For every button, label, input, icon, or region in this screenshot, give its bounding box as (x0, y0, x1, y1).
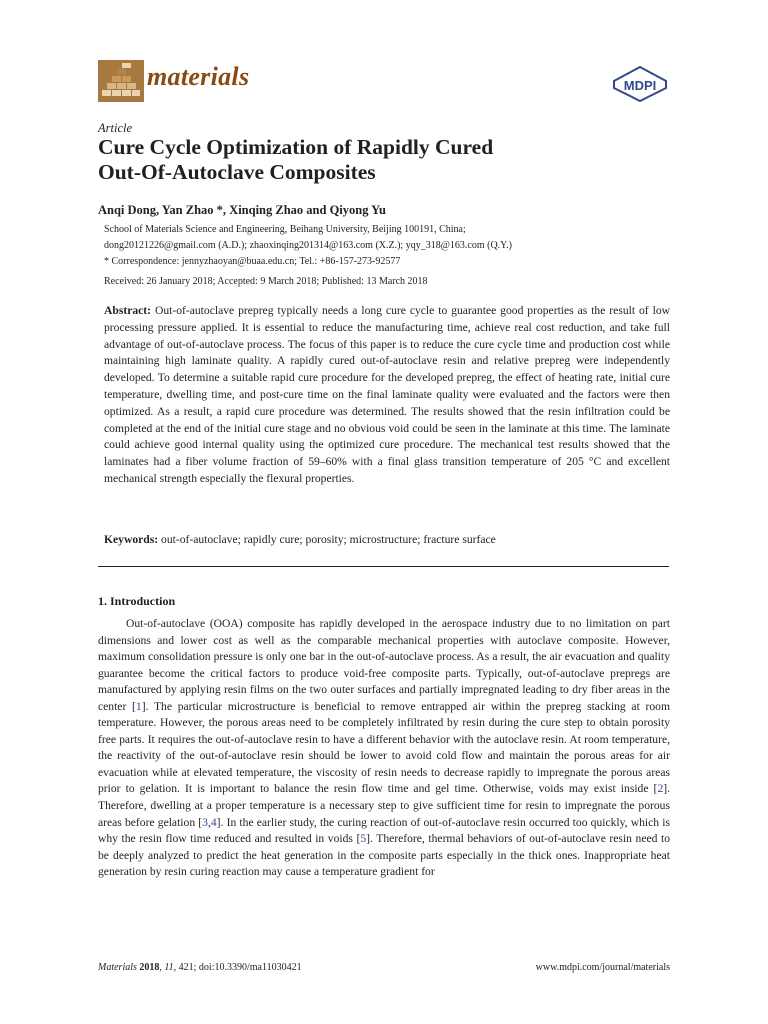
journal-name: materials (147, 62, 250, 91)
citation-link[interactable]: 1 (135, 699, 142, 713)
footer-url[interactable]: www.mdpi.com/journal/materials (535, 962, 670, 973)
citation-link[interactable]: 3 (202, 815, 208, 829)
affiliation: School of Materials Science and Engineering, Beihang University, Beijing 100191, China; (104, 224, 466, 235)
keywords-text: out-of-autoclave; rapidly cure; porosity; microstructure; fracture surface (161, 533, 496, 546)
footer-doi: , 421; doi:10.3390/ma11030421 (173, 962, 302, 973)
intro-text: ]. In the earlier study, the curing reaction of out-of-autoclave resin occurred too quickly, which is why the resin flow time reduced and resulted in voids [ (98, 815, 670, 846)
citation-link[interactable]: 2 (657, 782, 664, 796)
introduction-paragraph (98, 616, 670, 881)
abstract-label: Abstract: (104, 304, 152, 317)
footer-citation: Materials 2018, 11, 421; doi:10.3390/ma11030421 (98, 962, 302, 973)
publication-dates: Received: 26 January 2018; Accepted: 9 March 2018; Published: 13 March 2018 (104, 276, 428, 287)
keywords (104, 532, 670, 549)
authors: Anqi Dong, Yan Zhao *, Xinqing Zhao and Qiyong Yu (98, 203, 386, 217)
abstract (104, 303, 670, 488)
svg-text:MDPI: MDPI (623, 78, 657, 93)
intro-text: ]. Therefore, dwelling at a proper temperature is a necessary step to give sufficient time for resin to impregnate the porous areas before gelation [ (98, 782, 670, 829)
intro-text: ]. The particular microstructure is beneficial to remove entrapped air within the prepreg stacking at room temperature. However, the porous areas need to be completely infiltrated by resin during the cure step to obtain porosity free parts. It requires the out-of-autoclave resin to have a different behavior with the autoclave resin. At room temperature, the reactivity of the out-of-autoclave resin should be lower to avoid cold flow and maintain the porous areas for air evacuation while at elevated temperature, the viscosity of resin needs to decrease rapidly to impregnate the porous areas prior to gelation. It is important to balance the resin flow time and gel time. Otherwise, voids may exist inside [ (98, 699, 670, 796)
footer-year: 2018 (139, 962, 160, 973)
intro-text: ]. Therefore, thermal behaviors of out-of-autoclave resin need to be deeply analyzed to predict the heat generation in the composite parts especially in the thick ones. Inappropriate heat generation by resin curing reaction may cause a temperature gradient for (98, 832, 670, 879)
correspondence: * Correspondence: jennyzhaoyan@buaa.edu.cn; Tel.: +86-157-273-92577 (104, 256, 401, 267)
mdpi-logo (611, 66, 669, 102)
title-line-2: Out-Of-Autoclave Composites (98, 160, 376, 184)
title-line-1: Cure Cycle Optimization of Rapidly Cured (98, 135, 494, 159)
paper-title (98, 135, 658, 185)
author-emails: dong20121226@gmail.com (A.D.); zhaoxinqing201314@163.com (X.Z.); yqy_318@163.com (Q.Y.) (104, 240, 512, 251)
abstract-text: Out-of-autoclave prepreg typically needs a long cure cycle to guarantee good properties as the result of low processing pressure applied. It is essential to reduce the manufacturing time, achieve real cost reduction, and take full advantage of out-of-autoclave process. The focus of this paper is to reduce the cure cycle time and production cost while maintaining high laminate quality. A rapidly cured out-of-autoclave resin and relative prepreg were independently developed. To determine a suitable rapid cure procedure for the developed prepreg, the effect of heating rate, initial cure temperature, dwelling time, and post-cure time on the final laminate quality were evaluated and the factors were then optimized. As a result, a rapid cure procedure was determined. The results showed that the resin infiltration could be completed at the end of the initial cure stage and no obvious void could be seen in the laminate at this time. The laminate could achieve good internal quality using the optimized cure procedure. The mechanical test results showed that the laminates had a fiber volume fraction of 59–60% with a final glass transition temperature of 205 °C and excellent mechanical strength especially the flexural properties. (104, 304, 670, 485)
section-heading: 1. Introduction (98, 594, 176, 608)
citation-link[interactable]: 4 (210, 815, 217, 829)
keywords-label: Keywords: (104, 533, 159, 546)
section-divider (98, 566, 669, 567)
footer-volume: 11 (164, 962, 174, 973)
footer-journal: Materials (98, 962, 137, 973)
materials-logo (98, 60, 144, 102)
citation-link[interactable]: 5 (360, 832, 367, 846)
intro-text: Out-of-autoclave (OOA) composite has rapidly developed in the aerospace industry due to no limitation on part dimensions and lower cost as well as the comparable mechanical properties with autoclave composite. However, maximum consolidation pressure is only one bar in the out-of-autoclave process. As a result, the air evacuation and quality guarantee become the critical factors to produce void-free composite parts. Typically, out-of-autoclave prepregs are manufactured by applying resin films on the two outer surfaces and partially impregnated leading to dry fiber areas in the center [ (98, 617, 670, 713)
article-type: Article (98, 121, 133, 135)
intro-text: , (207, 815, 211, 829)
